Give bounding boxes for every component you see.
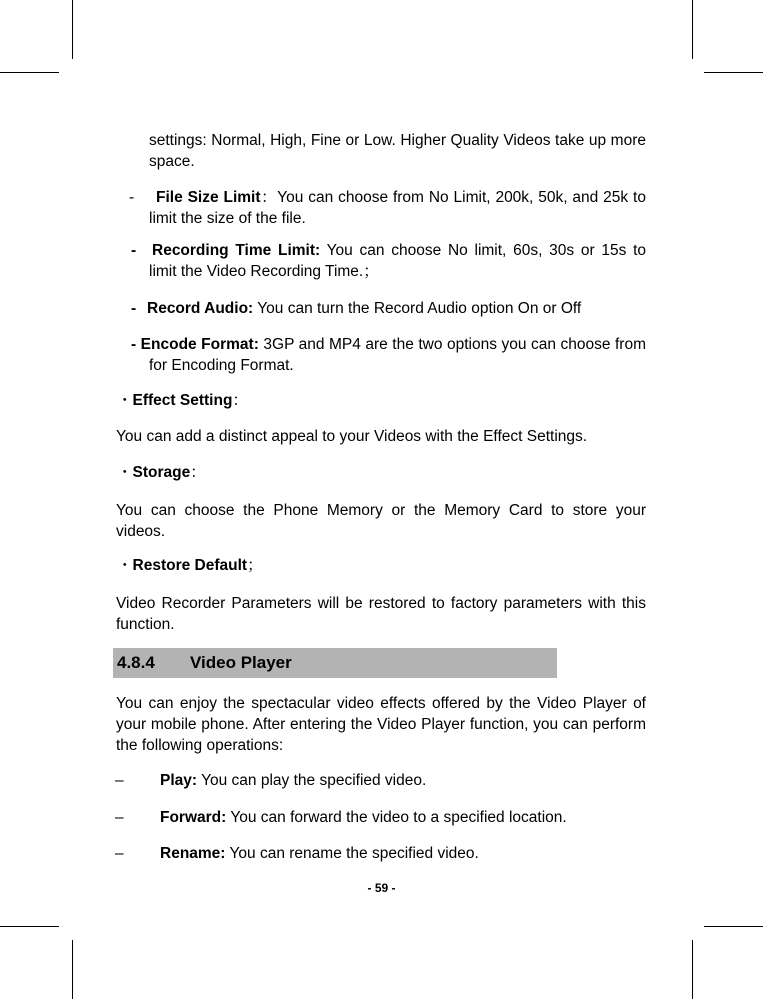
storage-bullet: ・ — [117, 464, 133, 481]
restore-default-body: Video Recorder Parameters will be restored to factory parameters with this function. — [116, 595, 646, 633]
file-size-limit-label: File Size Limit — [156, 189, 261, 206]
operation-play-text: You can play the specified video. — [201, 772, 427, 789]
effect-setting-bullet: ・ — [117, 392, 133, 409]
restore-default-bullet: ・ — [117, 557, 133, 574]
crop-mark-bottom-right-horizontal — [704, 926, 763, 927]
section-number: 4.8.4 — [117, 653, 155, 672]
file-size-dash: - — [129, 189, 135, 206]
crop-mark-bottom-right-vertical — [692, 940, 693, 999]
encode-format-label: - Encode Format: — [131, 336, 259, 353]
restore-default-heading — [117, 555, 263, 576]
record-audio-text: You can turn the Record Audio option On or Off — [257, 300, 582, 317]
effect-setting-sep: ： — [232, 392, 248, 409]
effect-setting-label: Effect Setting — [132, 392, 233, 409]
recording-time-limit-text: You can choose No limit, 60s, 30s or 15s to limit the Video Recording Time.； — [149, 242, 646, 280]
section-title: Video Player — [190, 653, 292, 672]
storage-sep: ： — [190, 464, 206, 481]
crop-mark-top-left-horizontal — [0, 72, 59, 73]
video-player-intro: You can enjoy the spectacular video effects offered by the Video Player of your mobile phone. After entering the Video Player function, you can perform the following operations: — [116, 695, 646, 754]
section-heading-bar — [113, 648, 557, 678]
encode-format-item — [131, 334, 647, 376]
operation-rename-text: You can rename the specified video. — [229, 845, 479, 862]
operation-rename-label: Rename: — [160, 845, 226, 862]
restore-default-sep: ； — [247, 557, 263, 574]
operation-rename-dash: – — [115, 845, 124, 862]
file-size-limit-text: You can choose from No Limit, 200k, 50k, and 25k to limit the size of the file. — [149, 189, 646, 227]
operation-forward-text: You can forward the video to a specified location. — [230, 809, 567, 826]
record-audio-label: Record Audio: — [147, 300, 254, 317]
effect-setting-heading — [117, 390, 248, 411]
restore-default-label: Restore Default — [132, 557, 248, 574]
operation-forward-label: Forward: — [160, 809, 227, 826]
quality-settings-text: settings: Normal, High, Fine or Low. Higher Quality Videos take up more space. — [149, 132, 646, 170]
encode-format-text: 3GP and MP4 are the two options you can choose from for Encoding Format. — [149, 336, 647, 374]
operation-play-label: Play: — [160, 772, 198, 789]
recording-time-dash: - — [131, 242, 137, 259]
storage-body: You can choose the Phone Memory or the Memory Card to store your videos. — [116, 502, 646, 540]
operation-play-dash: – — [115, 772, 124, 789]
file-size-limit-item — [149, 187, 646, 229]
effect-setting-body: You can add a distinct appeal to your Videos with the Effect Settings. — [116, 428, 588, 445]
crop-mark-top-right-horizontal — [704, 72, 763, 73]
crop-mark-top-right-vertical — [692, 0, 693, 59]
page-number: - 59 - — [367, 881, 396, 895]
storage-label: Storage — [132, 464, 191, 481]
crop-mark-bottom-left-vertical — [72, 940, 73, 999]
crop-mark-top-left-vertical — [72, 0, 73, 59]
file-size-limit-sep: ： — [260, 189, 278, 206]
storage-heading — [117, 462, 206, 483]
quality-settings-paragraph — [149, 130, 646, 172]
operation-forward-dash: – — [115, 809, 124, 826]
record-audio-item — [147, 298, 581, 319]
record-audio-dash: - — [131, 300, 137, 317]
recording-time-limit-label: Recording Time Limit: — [152, 242, 321, 259]
recording-time-limit-item — [149, 240, 646, 282]
crop-mark-bottom-left-horizontal — [0, 926, 59, 927]
